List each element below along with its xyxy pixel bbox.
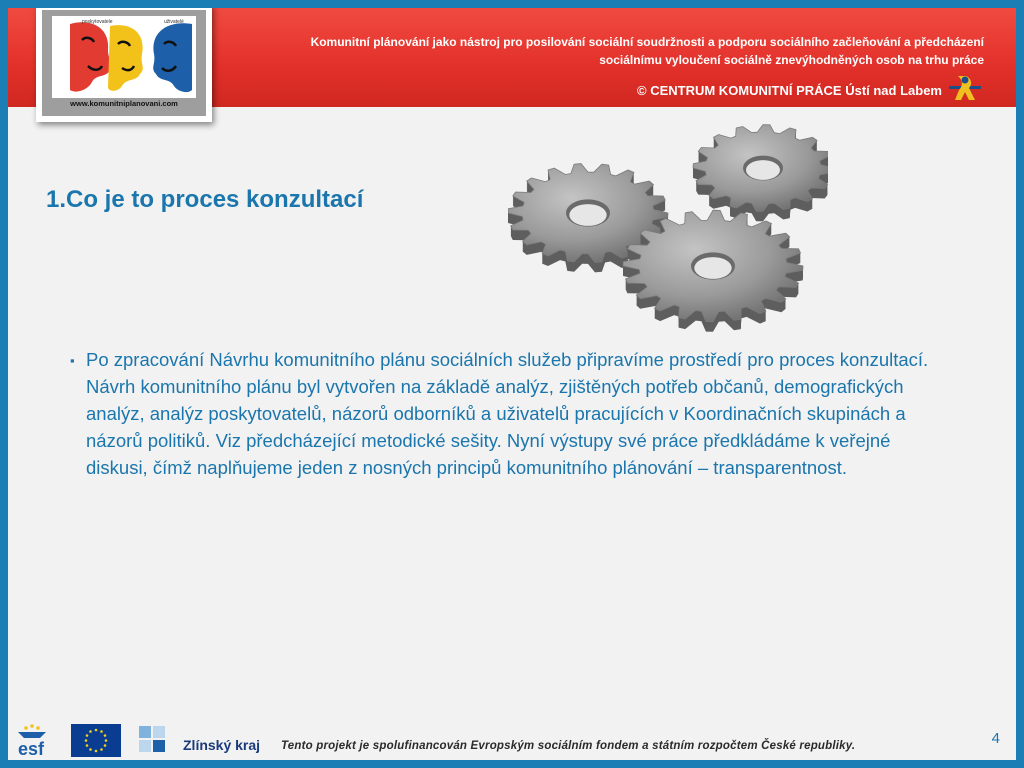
header-line-2: sociálnímu vyloučení sociálně znevýhodněných osob na trhu práce <box>599 53 984 67</box>
bullet-icon: ▪ <box>70 353 75 368</box>
region-name: Zlínský kraj <box>183 737 261 753</box>
slide <box>8 8 1016 760</box>
ckp-logo-icon <box>949 74 981 102</box>
faces-logo-icon <box>52 16 196 98</box>
svg-text:uživatelé: uživatelé <box>164 19 184 25</box>
svg-text:poskytovatele: poskytovatele <box>82 19 113 25</box>
svg-text:esf: esf <box>18 739 45 758</box>
header-copyright: © CENTRUM KOMUNITNÍ PRÁCE Ústí nad Labem <box>637 83 942 98</box>
zlinsky-kraj-logo-icon <box>139 726 179 756</box>
bullet-text: Po zpracování Návrhu komunitního plánu sociálních služeb připravíme prostředí pro proces konzultací. Návrh komunitního plánu byl vytvořen na základě analýz, zjištěných potřeb občanů, demografických analýz, analýz poskytovatelů, názorů odborníků a uživatelů pracujících v Koordinačních skupinách a názorů politiků. Viz předcházející metodické sešity. Nyní výstupy své práce předkládáme k veřejné diskusi, čímž naplňujeme jeden z nosných principů komunitního plánování – transparentnost. <box>86 349 929 478</box>
header-line-1: Komunitní plánování jako nástroj pro posilování sociální soudržnosti a podporu sociálního začleňování a předcházení <box>310 35 984 49</box>
logo-url: www.komunitniplanovani.com <box>70 99 178 108</box>
footer-funding-text: Tento projekt je spolufinancován Evropským sociálním fondem a státním rozpočtem České republiky. <box>281 740 856 752</box>
gear-top-right <box>693 125 828 222</box>
page-number: 4 <box>991 730 1000 747</box>
slide-title: 1.Co je to proces konzultací <box>46 186 364 213</box>
footer <box>16 720 876 760</box>
komunitni-planovani-logo <box>36 8 212 122</box>
gears-icon <box>508 108 828 338</box>
eu-flag-icon <box>71 724 121 757</box>
esf-logo-icon <box>16 722 60 758</box>
